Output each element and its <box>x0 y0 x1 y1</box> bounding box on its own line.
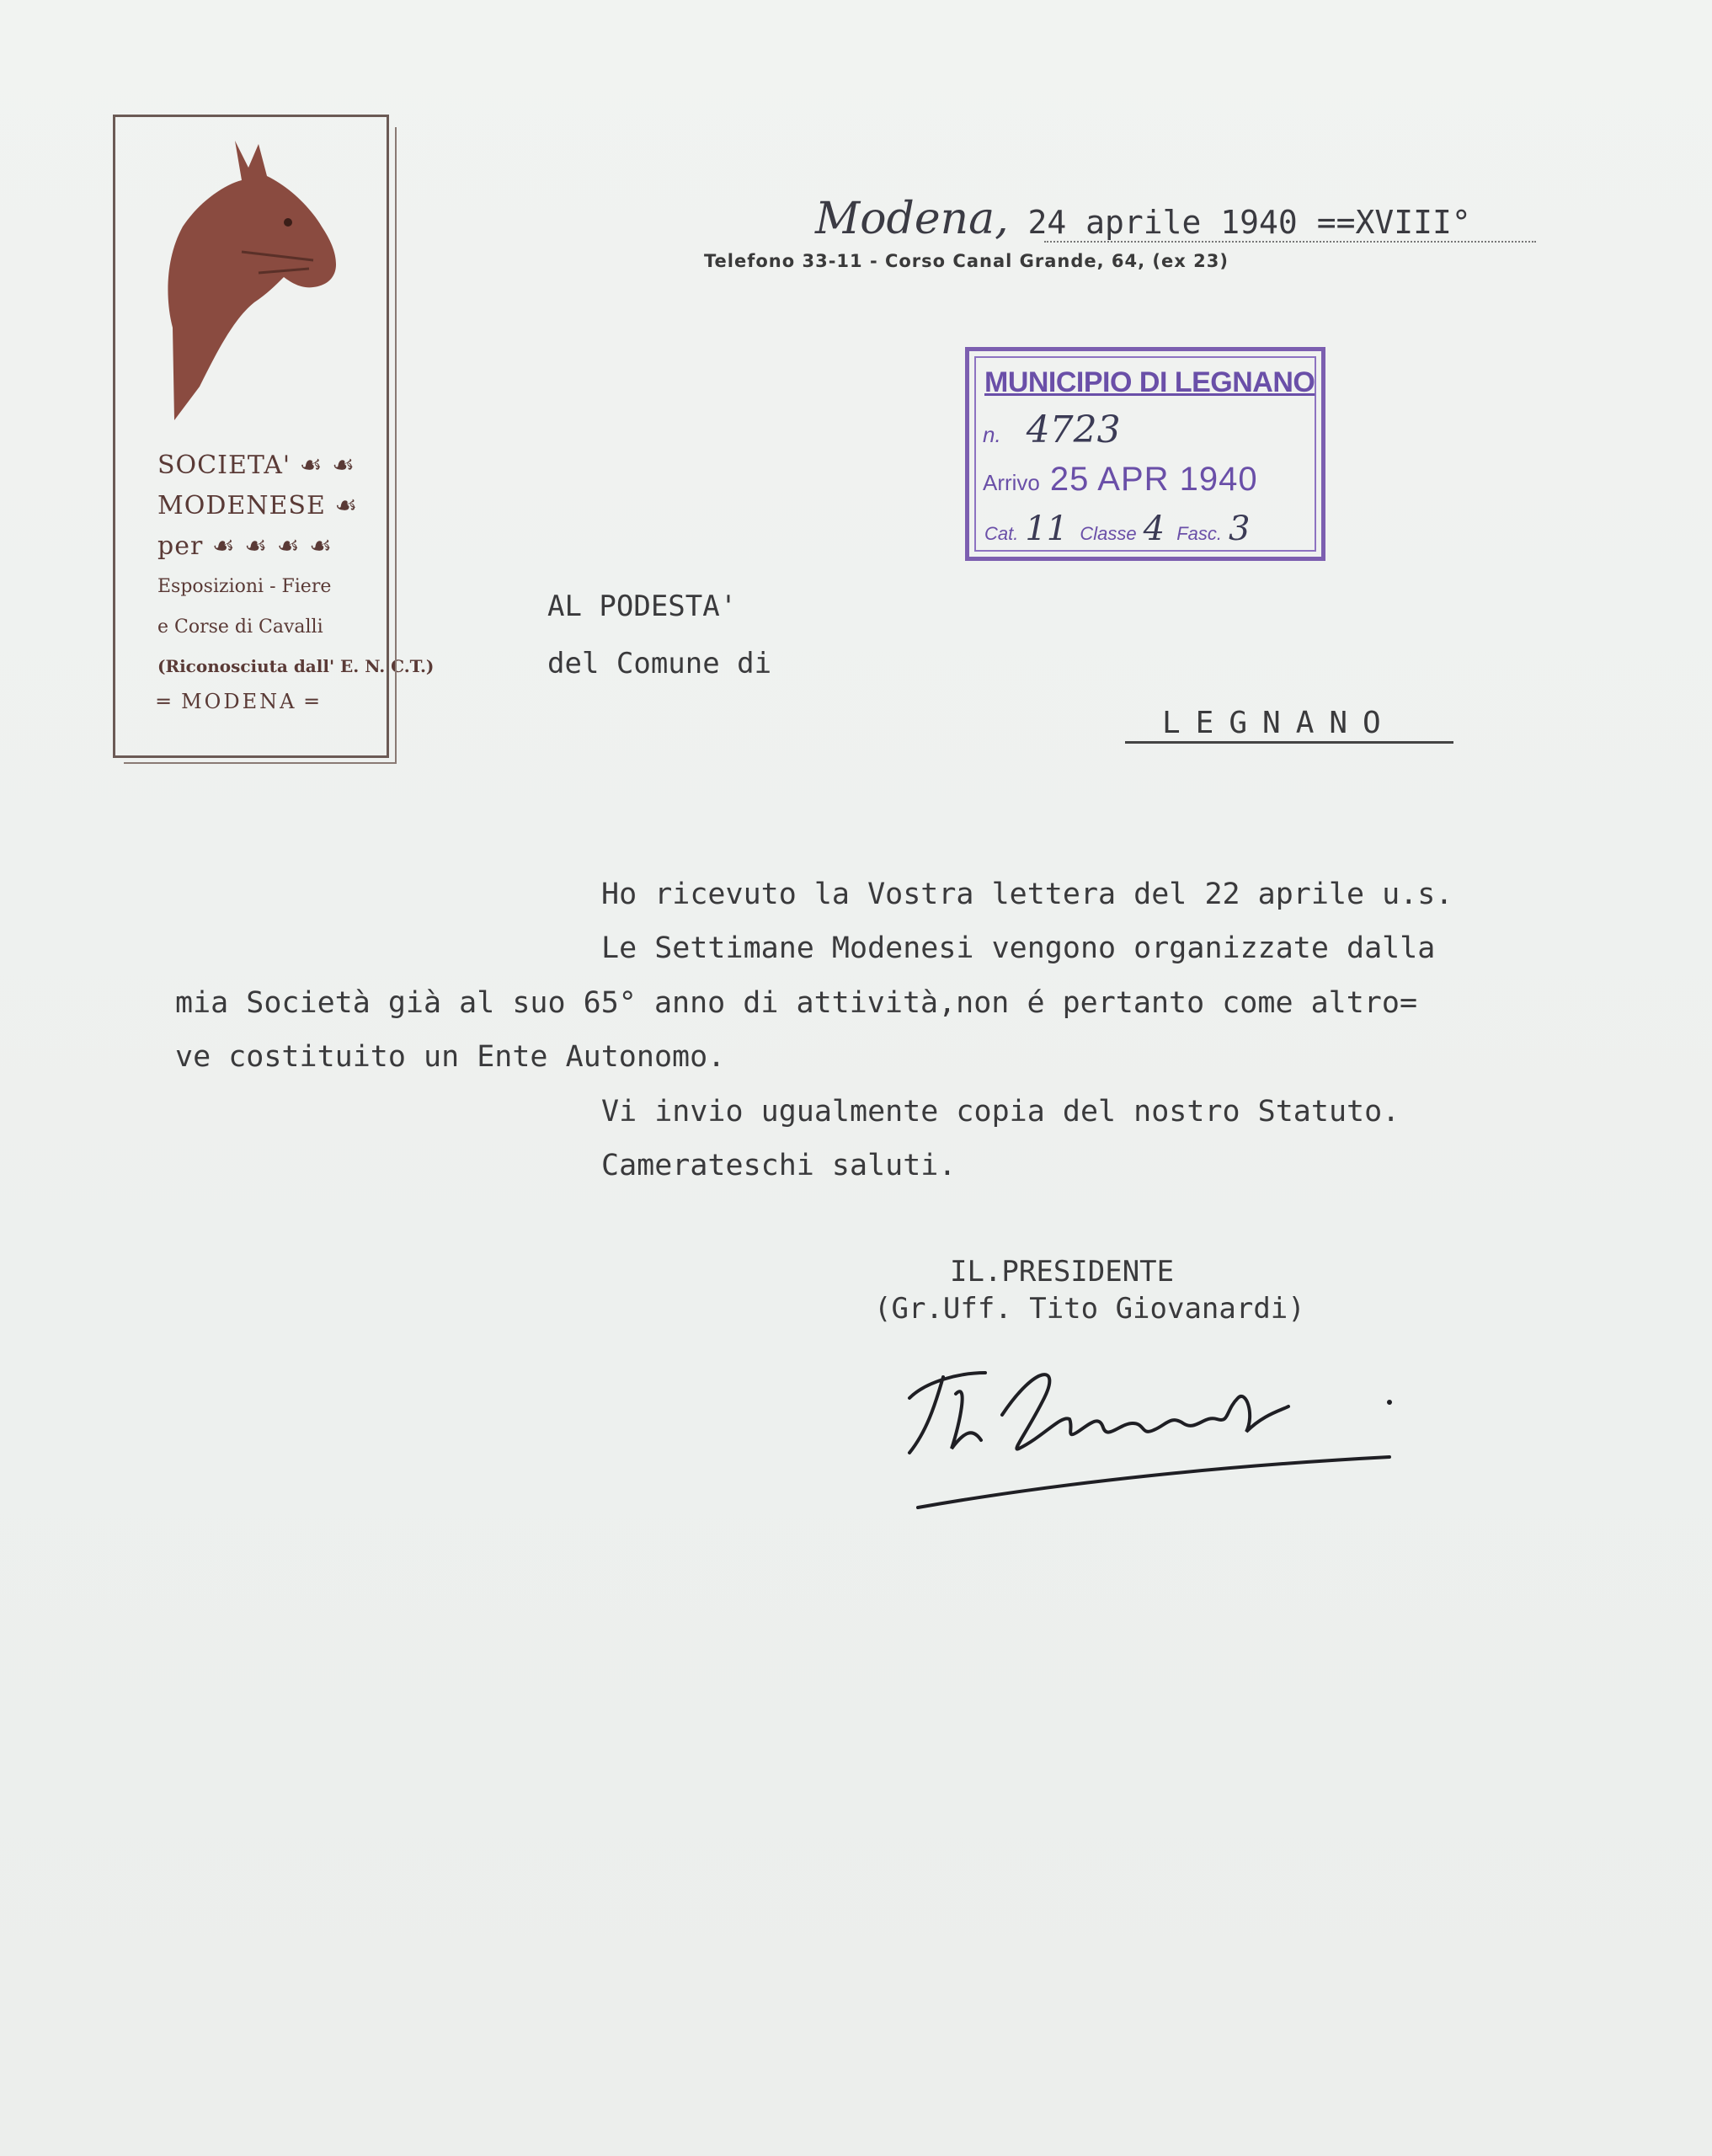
body-line: Le Settimane Modenesi vengono organizzate dalla <box>601 931 1436 965</box>
date-dotted-rule <box>1044 241 1536 243</box>
stamp-number: 4723 <box>1026 408 1121 451</box>
body-line: Vi invio ugualmente copia del nostro Statuto. <box>601 1095 1400 1129</box>
letterhead-line: (Riconosciuta dall' E. N. C.T.) <box>157 656 435 676</box>
letterhead-line: MODENESE ☙ <box>157 491 359 520</box>
stamp-number-row <box>983 408 1121 451</box>
letterhead-line: SOCIETA' ☙ ☙ <box>157 451 355 480</box>
body-line: ve costituito un Ente Autonomo. <box>175 1040 726 1074</box>
contact-line: Telefono 33-11 - Corso Canal Grande, 64, (ex 23) <box>704 251 1229 271</box>
date-text: 24 aprile 1940 ==XVIII° <box>1008 204 1471 241</box>
date-line <box>815 194 1471 244</box>
recipient-city-underline <box>1125 741 1453 744</box>
stamp-n-label: n. <box>983 422 1001 447</box>
body-line: Camerateschi saluti. <box>601 1149 957 1182</box>
horse-head-logo <box>141 134 343 420</box>
date-city: Modena, <box>815 194 1009 244</box>
stamp-cat-label: Cat. <box>984 523 1019 544</box>
registry-stamp <box>965 347 1325 561</box>
recipient-line-1: AL PODESTA' <box>547 590 738 623</box>
stamp-arrivo-label: Arrivo <box>983 470 1040 495</box>
letterhead-text <box>115 446 435 718</box>
letterhead-line: Esposizioni - Fiere <box>157 576 332 597</box>
body-line: mia Società già al suo 65° anno di attività,non é pertanto come altro= <box>175 986 1418 1020</box>
stamp-cat: 11 <box>1025 510 1069 548</box>
signatory-title: IL.PRESIDENTE <box>950 1255 1175 1289</box>
stamp-category-row <box>984 510 1256 548</box>
letterhead-city: ═ MODENA ═ <box>157 690 321 713</box>
recipient-city: LEGNANO <box>1162 706 1396 740</box>
signatory-name: (Gr.Uff. Tito Giovanardi) <box>874 1292 1305 1326</box>
stamp-arrivo-date: 25 APR 1940 <box>1049 461 1258 498</box>
stamp-fasc: 3 <box>1229 510 1251 548</box>
letterhead-line: e Corse di Cavalli <box>157 616 323 638</box>
stamp-fasc-label: Fasc. <box>1176 523 1223 544</box>
handwritten-signature <box>893 1348 1398 1524</box>
letterhead-box <box>113 115 435 758</box>
stamp-arrivo-row <box>983 461 1258 499</box>
stamp-classe-label: Classe <box>1080 523 1137 544</box>
recipient-line-2: del Comune di <box>547 647 772 680</box>
body-line: Ho ricevuto la Vostra lettera del 22 aprile u.s. <box>601 878 1453 911</box>
stamp-title: MUNICIPIO DI LEGNANO <box>984 366 1315 398</box>
letterhead-line: per ☙ ☙ ☙ ☙ <box>157 531 333 561</box>
stamp-classe: 4 <box>1143 510 1165 548</box>
